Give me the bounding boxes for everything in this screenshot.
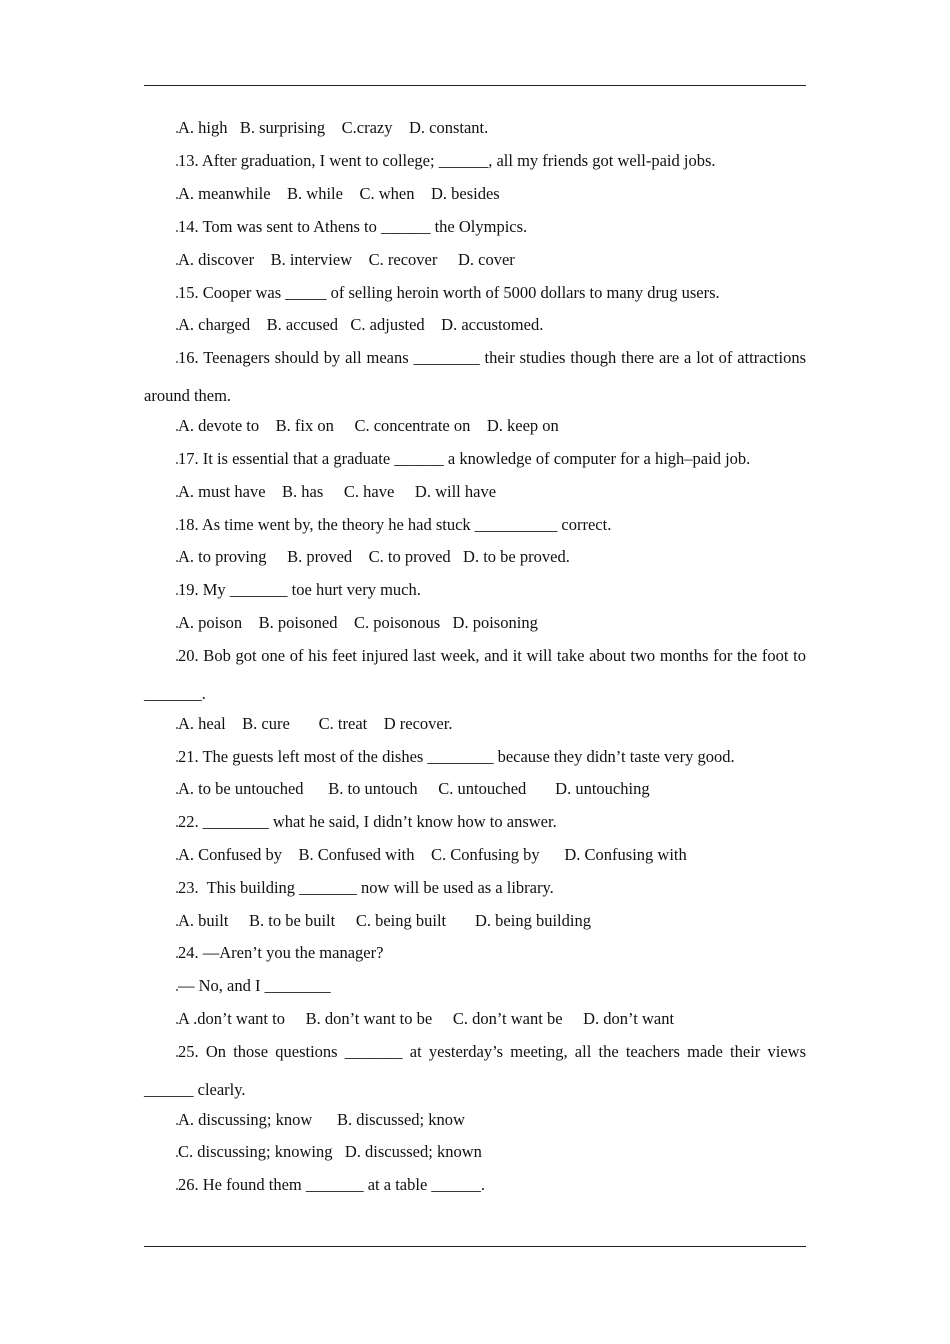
paragraph-mark — [176, 626, 178, 628]
paragraph-mark — [176, 361, 178, 363]
question-22 — [144, 811, 806, 833]
paragraph-mark — [176, 989, 178, 991]
options-20 — [144, 713, 806, 735]
question-21 — [144, 746, 806, 768]
line-text: _______. — [144, 684, 206, 703]
line-text: 17. It is essential that a graduate ______ a knowledge of computer for a high–paid job. — [178, 449, 751, 468]
question-19 — [144, 579, 806, 601]
options-23 — [144, 910, 806, 932]
line-text: 14. Tom was sent to Athens to ______ the Olympics. — [178, 217, 528, 236]
line-text: 25. On those questions _______ at yesterday’s meeting, all the teachers made their views — [178, 1042, 806, 1061]
paragraph-mark — [176, 858, 178, 860]
paragraph-mark — [176, 429, 178, 431]
paragraph-mark — [176, 727, 178, 729]
line-text: A. discussing; know B. discussed; know — [178, 1110, 465, 1129]
line-text: around them. — [144, 386, 232, 405]
question-16-continued — [144, 385, 806, 407]
question-25 — [144, 1041, 806, 1063]
line-text: A. built B. to be built C. being built D. being building — [178, 911, 591, 930]
paragraph-mark — [176, 131, 178, 133]
line-text: — No, and I ________ — [178, 976, 331, 995]
paragraph-mark — [176, 560, 178, 562]
question-14 — [144, 216, 806, 238]
question-23 — [144, 877, 806, 899]
paragraph-mark — [176, 825, 178, 827]
paragraph-mark — [176, 528, 178, 530]
options-19 — [144, 612, 806, 634]
line-text: C. discussing; knowing D. discussed; known — [178, 1142, 482, 1161]
line-text: 16. Teenagers should by all means ________ their studies though there are a lot of attractions — [178, 348, 806, 367]
paragraph-mark — [176, 891, 178, 893]
paragraph-mark — [176, 1188, 178, 1190]
options-22 — [144, 844, 806, 866]
options-24 — [144, 1008, 806, 1030]
line-text: A. high B. surprising C.crazy D. constant. — [178, 118, 489, 137]
line-text: A. Confused by B. Confused with C. Confusing by D. Confusing with — [178, 845, 687, 864]
paragraph-mark — [176, 263, 178, 265]
line-text: 23. This building _______ now will be used as a library. — [178, 878, 554, 897]
paragraph-mark — [176, 495, 178, 497]
paragraph-mark — [176, 593, 178, 595]
question-20 — [144, 645, 806, 667]
options-15 — [144, 314, 806, 336]
paragraph-mark — [176, 659, 178, 661]
paragraph-mark — [176, 230, 178, 232]
question-15 — [144, 282, 806, 304]
line-text: A. devote to B. fix on C. concentrate on D. keep on — [178, 416, 559, 435]
paragraph-mark — [176, 792, 178, 794]
paragraph-mark — [176, 164, 178, 166]
line-text: 26. He found them _______ at a table ______. — [178, 1175, 486, 1194]
question-26 — [144, 1174, 806, 1196]
paragraph-mark — [176, 956, 178, 958]
line-text: 13. After graduation, I went to college; ______, all my friends got well-paid jobs. — [178, 151, 716, 170]
question-20-continued — [144, 683, 806, 705]
line-text: 24. —Aren’t you the manager? — [178, 943, 384, 962]
paragraph-mark — [176, 1123, 178, 1125]
options-13 — [144, 183, 806, 205]
line-text: 21. The guests left most of the dishes ________ because they didn’t taste very good. — [178, 747, 735, 766]
options-21 — [144, 778, 806, 800]
question-24 — [144, 942, 806, 964]
line-text: A. charged B. accused C. adjusted D. accustomed. — [178, 315, 544, 334]
options-25-cd — [144, 1141, 806, 1163]
line-text: A .don’t want to B. don’t want to be C. don’t want be D. don’t want — [178, 1009, 675, 1028]
question-16 — [144, 347, 806, 369]
line-text: ______ clearly. — [144, 1080, 246, 1099]
options-25-ab — [144, 1109, 806, 1131]
question-18 — [144, 514, 806, 536]
question-17 — [144, 448, 806, 470]
line-text: 18. As time went by, the theory he had stuck __________ correct. — [178, 515, 612, 534]
line-text: 22. ________ what he said, I didn’t know how to answer. — [178, 812, 557, 831]
paragraph-mark — [176, 1155, 178, 1157]
options-line — [144, 117, 806, 139]
question-13 — [144, 150, 806, 172]
line-text: A. to proving B. proved C. to proved D. to be proved. — [178, 547, 570, 566]
line-text: A. meanwhile B. while C. when D. besides — [178, 184, 500, 203]
paragraph-mark — [176, 328, 178, 330]
options-17 — [144, 481, 806, 503]
paragraph-mark — [176, 462, 178, 464]
header-rule — [144, 85, 806, 86]
paragraph-mark — [176, 197, 178, 199]
options-16 — [144, 415, 806, 437]
question-24-response — [144, 975, 806, 997]
line-text: 20. Bob got one of his feet injured last week, and it will take about two months for the foot to — [178, 646, 806, 665]
line-text: A. must have B. has C. have D. will have — [178, 482, 497, 501]
options-14 — [144, 249, 806, 271]
question-25-continued — [144, 1079, 806, 1101]
line-text: 15. Cooper was _____ of selling heroin worth of 5000 dollars to many drug users. — [178, 283, 720, 302]
paragraph-mark — [176, 1022, 178, 1024]
paragraph-mark — [176, 924, 178, 926]
line-text: 19. My _______ toe hurt very much. — [178, 580, 421, 599]
options-18 — [144, 546, 806, 568]
line-text: A. to be untouched B. to untouch C. untouched D. untouching — [178, 779, 650, 798]
line-text: A. discover B. interview C. recover D. cover — [178, 250, 515, 269]
paragraph-mark — [176, 760, 178, 762]
paragraph-mark — [176, 1055, 178, 1057]
paragraph-mark — [176, 296, 178, 298]
line-text: A. heal B. cure C. treat D recover. — [178, 714, 453, 733]
footer-rule — [144, 1246, 806, 1247]
line-text: A. poison B. poisoned C. poisonous D. poisoning — [178, 613, 538, 632]
